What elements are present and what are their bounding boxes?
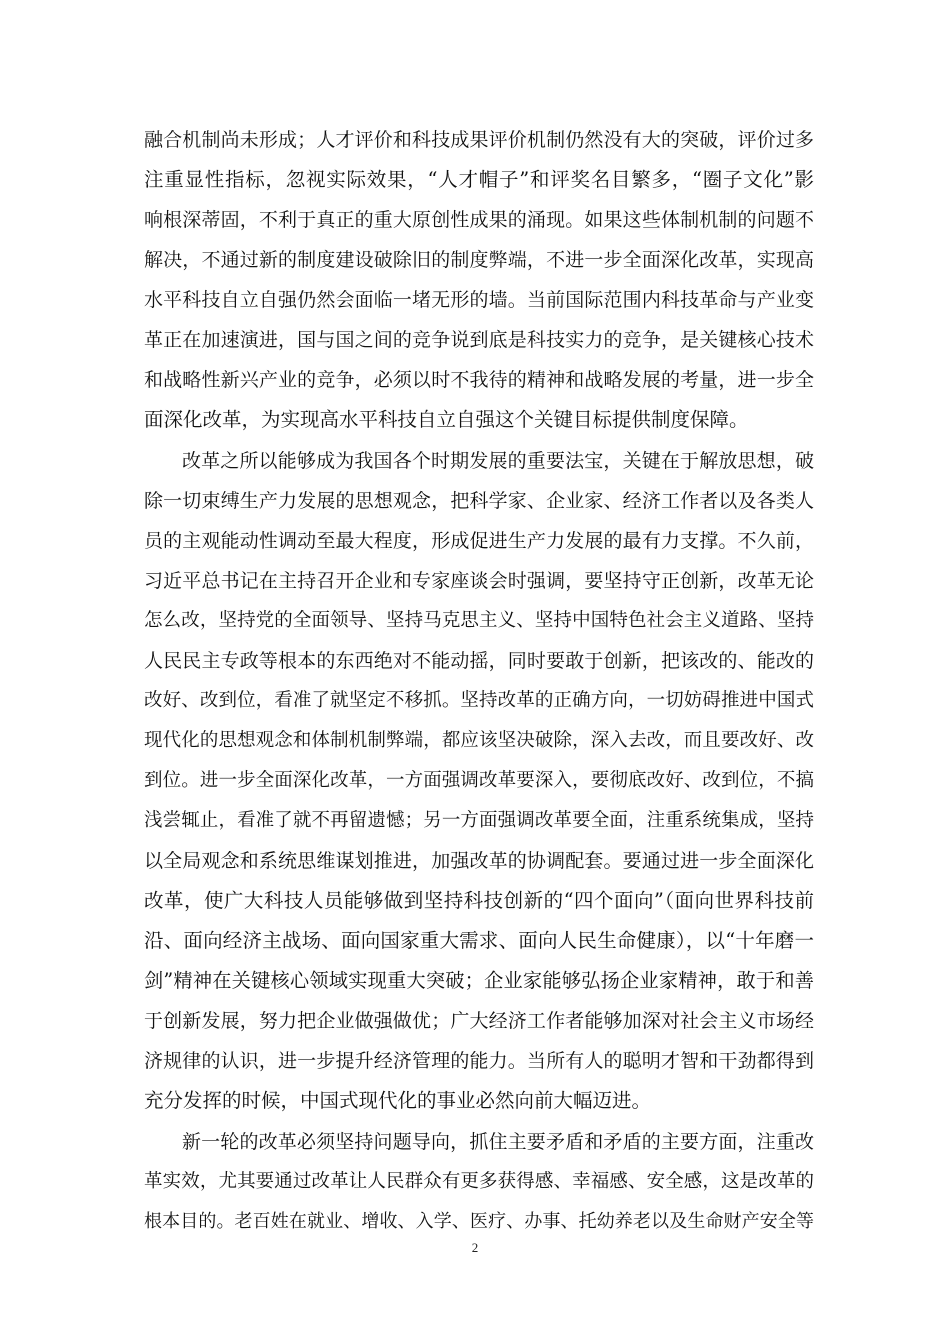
- text-line: 响根深蒂固，不利于真正的重大原创性成果的涌现。如果这些体制机制的问题不: [144, 209, 814, 231]
- text-line: 充分发挥的时候，中国式现代化的事业必然向前大幅迈进。: [144, 1089, 652, 1112]
- text-line: 改革，使广大科技人员能够做到坚持科技创新的“四个面向”（面向世界科技前: [144, 889, 814, 912]
- text-line: 到位。进一步全面深化改革，一方面强调改革要深入，要彻底改好、改到位，不搞: [144, 770, 814, 791]
- text-line: 解决，不通过新的制度建设破除旧的制度弊端，不进一步全面深化改革，实现高: [144, 249, 814, 271]
- text-line: 融合机制尚未形成；人才评价和科技成果评价机制仍然没有大的突破，评价过多: [144, 129, 814, 151]
- text-line: 注重显性指标，忽视实际效果，“人才帽子”和评奖名目繁多，“圈子文化”影: [144, 168, 814, 191]
- text-line: 水平科技自立自强仍然会面临一堵无形的墙。当前国际范围内科技革命与产业变: [144, 289, 814, 311]
- text-line: 以全局观念和系统思维谋划推进，加强改革的协调配套。要通过进一步全面深化: [144, 850, 814, 872]
- text-line: 除一切束缚生产力发展的思想观念，把科学家、企业家、经济工作者以及各类人: [144, 490, 814, 512]
- text-line: 面深化改革，为实现高水平科技自立自强这个关键目标提供制度保障。: [144, 408, 749, 431]
- text-line: 革正在加速演进，国与国之间的竞争说到底是科技实力的竞争，是关键核心技术: [144, 329, 814, 351]
- text-line: 济规律的认识，进一步提升经济管理的能力。当所有人的聪明才智和干劲都得到: [144, 1050, 814, 1072]
- text-line: 新一轮的改革必须坚持问题导向，抓住主要矛盾和矛盾的主要方面，注重改: [182, 1131, 814, 1153]
- text-line: 和战略性新兴产业的竞争，必须以时不我待的精神和战略发展的考量，进一步全: [144, 369, 814, 391]
- page-number: 2: [471, 1240, 479, 1255]
- text-line: 怎么改，坚持党的全面领导、坚持马克思主义、坚持中国特色社会主义道路、坚持: [144, 610, 814, 631]
- text-line: 改好、改到位，看准了就坚定不移抓。坚持改革的正确方向，一切妨碍推进中国式: [144, 690, 814, 711]
- text-line: 革实效，尤其要通过改革让人民群众有更多获得感、幸福感、安全感，这是改革的: [144, 1171, 814, 1192]
- text-line: 根本目的。老百姓在就业、增收、入学、医疗、办事、托幼养老以及生命财产安全等: [144, 1211, 814, 1232]
- text-line: 于创新发展，努力把企业做强做优；广大经济工作者能够加深对社会主义市场经: [144, 1010, 814, 1032]
- text-line: 浅尝辄止，看准了就不再留遗憾；另一方面强调改革要全面，注重系统集成，坚持: [144, 810, 814, 831]
- text-line: 剑”精神在关键核心领域实现重大突破；企业家能够弘扬企业家精神，敢于和善: [144, 969, 814, 992]
- text-line: 改革之所以能够成为我国各个时期发展的重要法宝，关键在于解放思想，破: [182, 450, 814, 472]
- text-line: 员的主观能动性调动至最大程度，形成促进生产力发展的最有力支撑。不久前，: [144, 530, 814, 552]
- text-line: 人民民主专政等根本的东西绝对不能动摇，同时要敢于创新，把该改的、能改的: [144, 650, 814, 672]
- text-line: 沿、面向经济主战场、面向国家重大需求、面向人民生命健康），以“十年磨一: [144, 929, 814, 952]
- text-line: 习近平总书记在主持召开企业和专家座谈会时强调，要坚持守正创新，改革无论: [144, 570, 814, 592]
- text-line: 现代化的思想观念和体制机制弊端，都应该坚决破除，深入去改，而且要改好、改: [144, 730, 814, 751]
